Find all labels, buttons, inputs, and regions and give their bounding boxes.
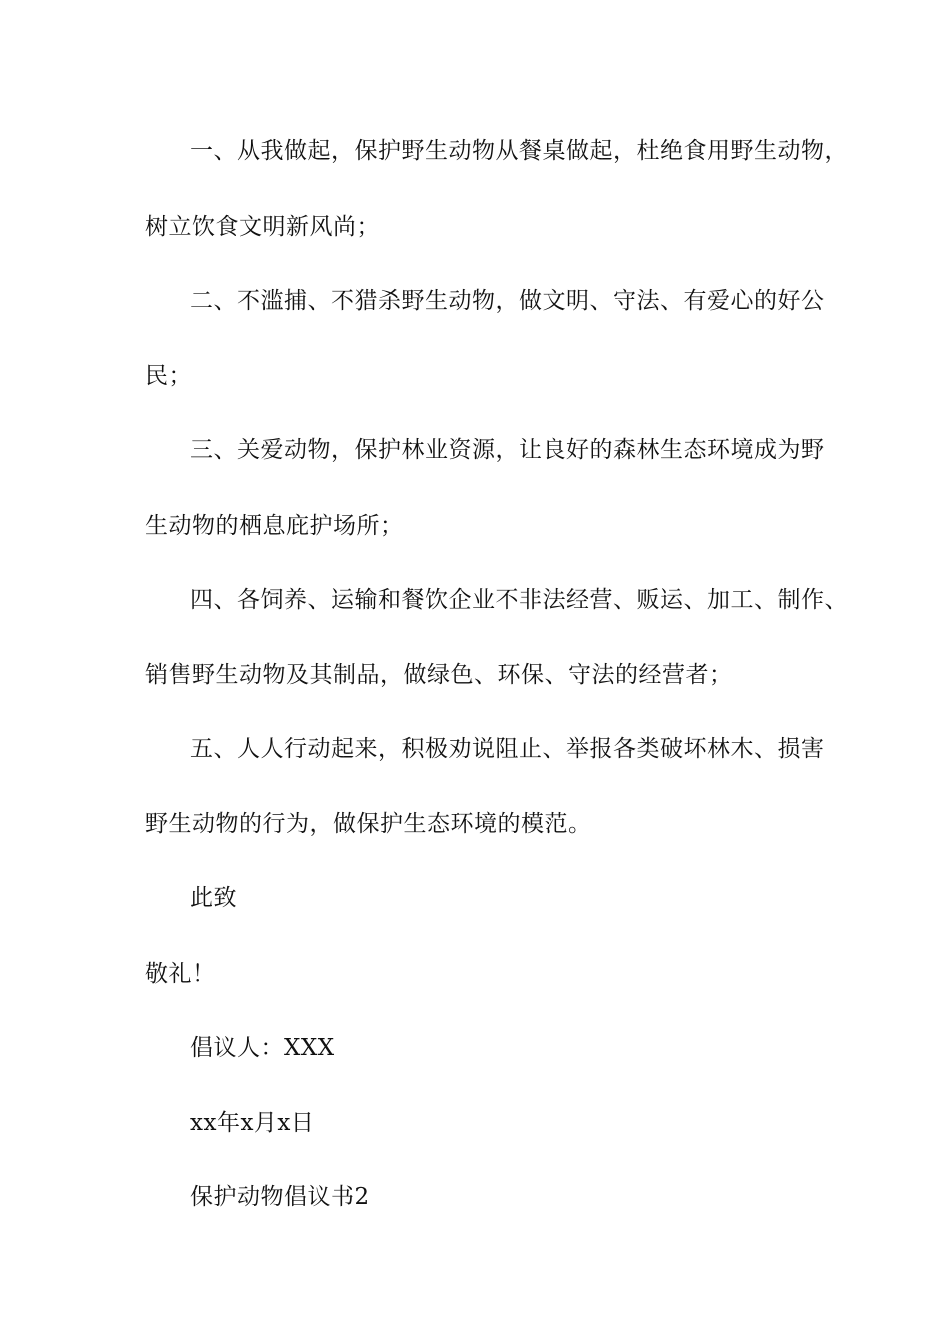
item-4-line-2: 销售野生动物及其制品，做绿色、环保、守法的经营者； <box>145 662 733 688</box>
item-2-line-1: 二、不滥捕、不猎杀野生动物，做文明、守法、有爱心的好公 <box>190 288 825 314</box>
date-line: xx年x月x日 <box>190 1110 315 1136</box>
item-1-line-2: 树立饮食文明新风尚； <box>145 214 380 240</box>
item-5-line-1: 五、人人行动起来，积极劝说阻止、举报各类破坏林木、损害 <box>190 736 825 762</box>
item-5-line-2: 野生动物的行为，做保护生态环境的模范。 <box>145 811 592 837</box>
item-1-line-1: 一、从我做起，保护野生动物从餐桌做起，杜绝食用野生动物， <box>190 138 848 164</box>
item-2-line-2: 民； <box>145 363 192 389</box>
closing-salutation: 此致 <box>190 885 237 911</box>
item-3-line-2: 生动物的栖息庇护场所； <box>145 513 404 539</box>
closing-regards: 敬礼！ <box>145 961 216 987</box>
item-4-line-1: 四、各饲养、运输和餐饮企业不非法经营、贩运、加工、制作、 <box>190 587 848 613</box>
item-3-line-1: 三、关爱动物，保护林业资源，让良好的森林生态环境成为野 <box>190 437 825 463</box>
signatory-line: 倡议人：XXX <box>190 1035 335 1061</box>
next-section-title: 保护动物倡议书2 <box>190 1184 370 1210</box>
